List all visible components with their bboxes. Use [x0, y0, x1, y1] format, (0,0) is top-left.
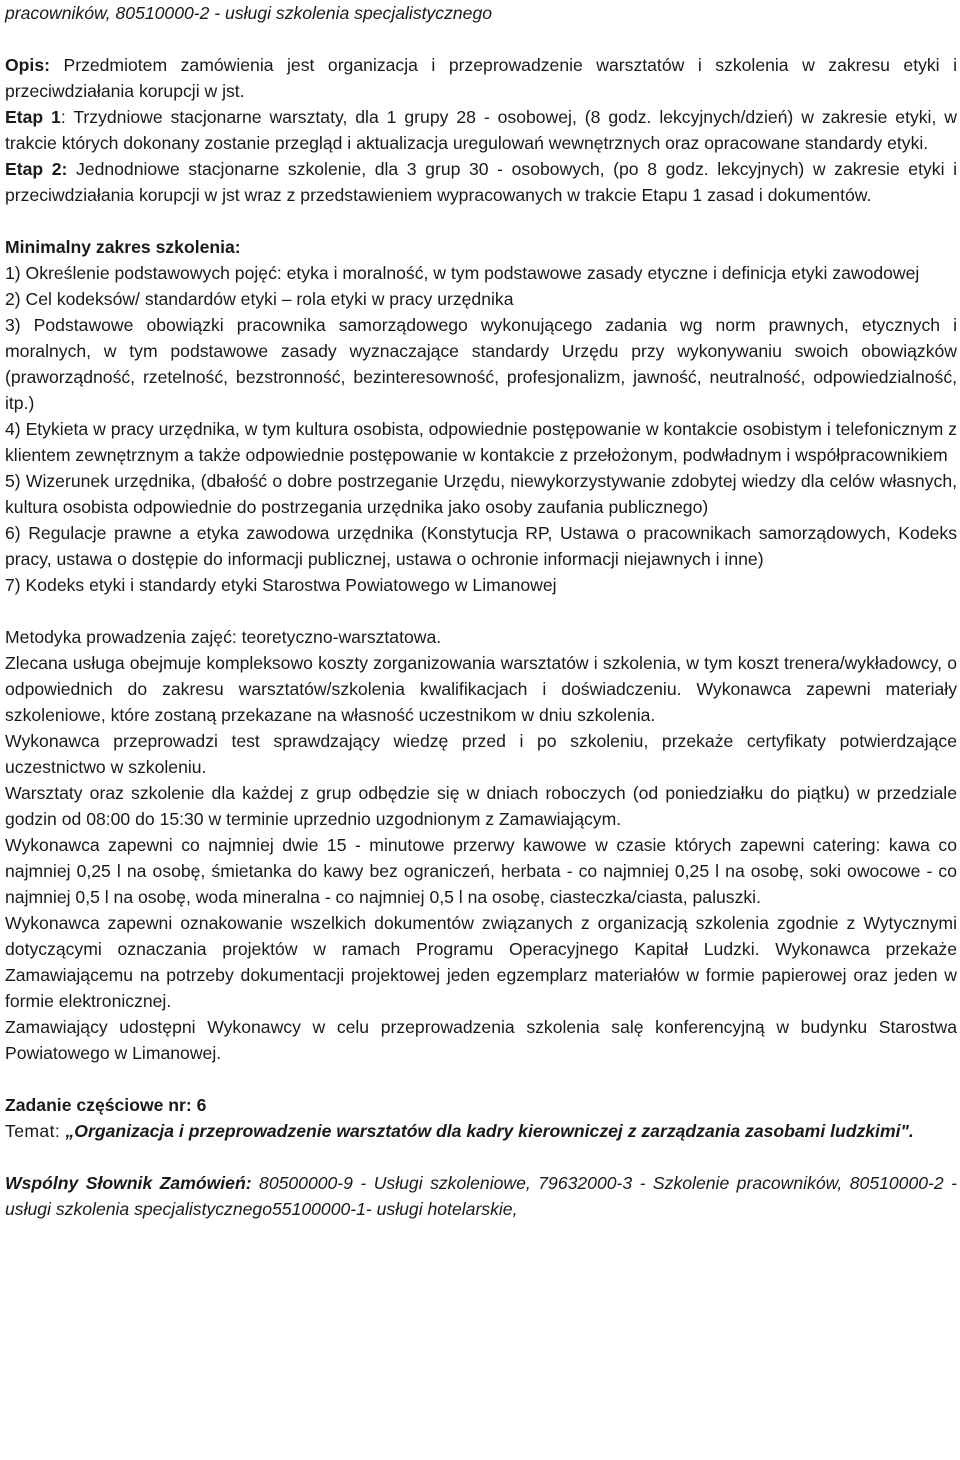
etap2-label: Etap 2: [5, 159, 68, 179]
minimal-scope-heading: Minimalny zakres szkolenia: [5, 237, 241, 257]
opis-text: Przedmiotem zamówienia jest organizacja i przeprowadzenie warsztatów i szkolenia w zakresu etyki i przeciwdziałania korupcji w jst. [5, 55, 957, 101]
temat-label: Temat: [5, 1121, 66, 1141]
etap1-text: : Trzydniowe stacjonarne warsztaty, dla 1 grupy 28 - osobowej, (8 godz. lekcyjnych/dzień) w zakresie etyki, w trakcie których dokonany zostanie przegląd i aktualizacja uregulowań wewnętrznych oraz opracowane standardy etyki. [5, 107, 957, 153]
wsz-text: 80500000-9 - Usługi szkoleniowe, 79632000-3 - Szkolenie pracowników, 80510000-2 - usługi szkolenia specjalistycznego55100000-1- usługi hotelarskie, [5, 1173, 957, 1219]
etap2-text: Jednodniowe stacjonarne szkolenie, dla 3 grup 30 - osobowych, (po 8 godz. lekcyjnych) w zakresie etyki i przeciwdziałania korupcji w jst wraz z przedstawieniem wypracowanych w trakcie Etapu 1 zasad i dokumentów. [5, 159, 957, 205]
scope-item: 1) Określenie podstawowych pojęć: etyka i moralność, w tym podstawowe zasady etyczne i definicja etyki zawodowej [5, 263, 920, 283]
spacer [5, 1066, 957, 1092]
body-paragraph: Wykonawca zapewni co najmniej dwie 15 - minutowe przerwy kawowe w czasie których zapewni catering: kawa co najmniej 0,25 l na osobę, śmietanka do kawy bez ograniczeń, herbata - co najmniej 0,25 l na osobę, soki owocowe - co najmniej 0,5 l na osobę, woda mineralna - co najmniej 0,5 l na osobę, ciasteczka/ciasta, paluszki. [5, 835, 957, 907]
spacer [5, 208, 957, 234]
scope-item: 4) Etykieta w pracy urzędnika, w tym kultura osobista, odpowiednie postępowanie w kontakcie osobistym i telefonicznym z klientem zewnętrznym a także odpowiednie postępowanie w kontakcie z przełożonym, podwładnym i współpracownikiem [5, 419, 957, 465]
body-paragraph: Zamawiający udostępni Wykonawcy w celu przeprowadzenia szkolenia salę konferencyjną w budynku Starostwa Powiatowego w Limanowej. [5, 1017, 957, 1063]
scope-item: 5) Wizerunek urzędnika, (dbałość o dobre postrzeganie Urzędu, niewykorzystywanie zdobytej wiedzy dla celów własnych, kultura osobista odpowiednie do postrzegania urzędnika jako osoby zaufania publicznego) [5, 471, 957, 517]
scope-item: 6) Regulacje prawne a etyka zawodowa urzędnika (Konstytucja RP, Ustawa o pracownikach samorządowych, Kodeks pracy, ustawa o dostępie do informacji publicznej, ustawa o ochronie informacji niejawnych i inne) [5, 523, 957, 569]
body-paragraph: Wykonawca przeprowadzi test sprawdzający wiedzę przed i po szkoleniu, przekaże certyfikaty potwierdzające uczestnictwo w szkoleniu. [5, 731, 957, 777]
body-paragraph: Metodyka prowadzenia zajęć: teoretyczno-warsztatowa. [5, 627, 442, 647]
cpv-continuation-line: pracowników, 80510000-2 - usługi szkolenia specjalistycznego [5, 3, 493, 23]
etap2-paragraph [5, 156, 957, 208]
wsz-label: Wspólny Słownik Zamówień: [5, 1173, 252, 1193]
body-paragraph: Warsztaty oraz szkolenie dla każdej z grup odbędzie się w dniach roboczych (od poniedziałku do piątku) w przedziale godzin od 08:00 do 15:30 w terminie uprzednio uzgodnionym z Zamawiającym. [5, 783, 957, 829]
opis-label: Opis: [5, 55, 50, 75]
body-paragraph: Zlecana usługa obejmuje kompleksowo koszty zorganizowania warsztatów i szkolenia, w tym koszt trenera/wykładowcy, o odpowiednich do zakresu warsztatów/szkolenia kwalifikacjach i doświadczeniu. Wykonawca zapewni materiały szkoleniowe, które zostaną przekazane na własność uczestnikom w dniu szkolenia. [5, 653, 957, 725]
etap1-paragraph [5, 104, 957, 156]
scope-item: 2) Cel kodeksów/ standardów etyki – rola etyki w pracy urzędnika [5, 289, 514, 309]
spacer [5, 26, 957, 52]
temat-paragraph [5, 1118, 957, 1144]
spacer [5, 1144, 957, 1170]
body-paragraph: Wykonawca zapewni oznakowanie wszelkich dokumentów związanych z organizacją szkolenia zgodnie z Wytycznymi dotyczącymi oznaczania projektów w ramach Programu Operacyjnego Kapitał Ludzki. Wykonawca przekaże Zamawiającemu na potrzeby dokumentacji projektowej jeden egzemplarz materiałów w formie papierowej oraz jeden w formie elektronicznej. [5, 913, 957, 1011]
scope-item: 7) Kodeks etyki i standardy etyki Starostwa Powiatowego w Limanowej [5, 575, 557, 595]
opis-paragraph [5, 52, 957, 104]
spacer [5, 598, 957, 624]
etap1-label: Etap 1 [5, 107, 61, 127]
temat-text: „Organizacja i przeprowadzenie warsztatów dla kadry kierowniczej z zarządzania zasobami ludzkimi". [65, 1121, 914, 1141]
scope-item: 3) Podstawowe obowiązki pracownika samorządowego wykonującego zadania wg norm prawnych, etycznych i moralnych, w tym podstawowe zasady wyznaczające standardy Urzędu przy wykonywaniu swoich obowiązków (praworządność, rzetelność, bezstronność, bezinteresowność, profesjonalizm, jawność, neutralność, odpowiedzialność, itp.) [5, 315, 957, 413]
wsz-paragraph [5, 1170, 957, 1222]
zadanie-heading: Zadanie częściowe nr: 6 [5, 1095, 207, 1115]
